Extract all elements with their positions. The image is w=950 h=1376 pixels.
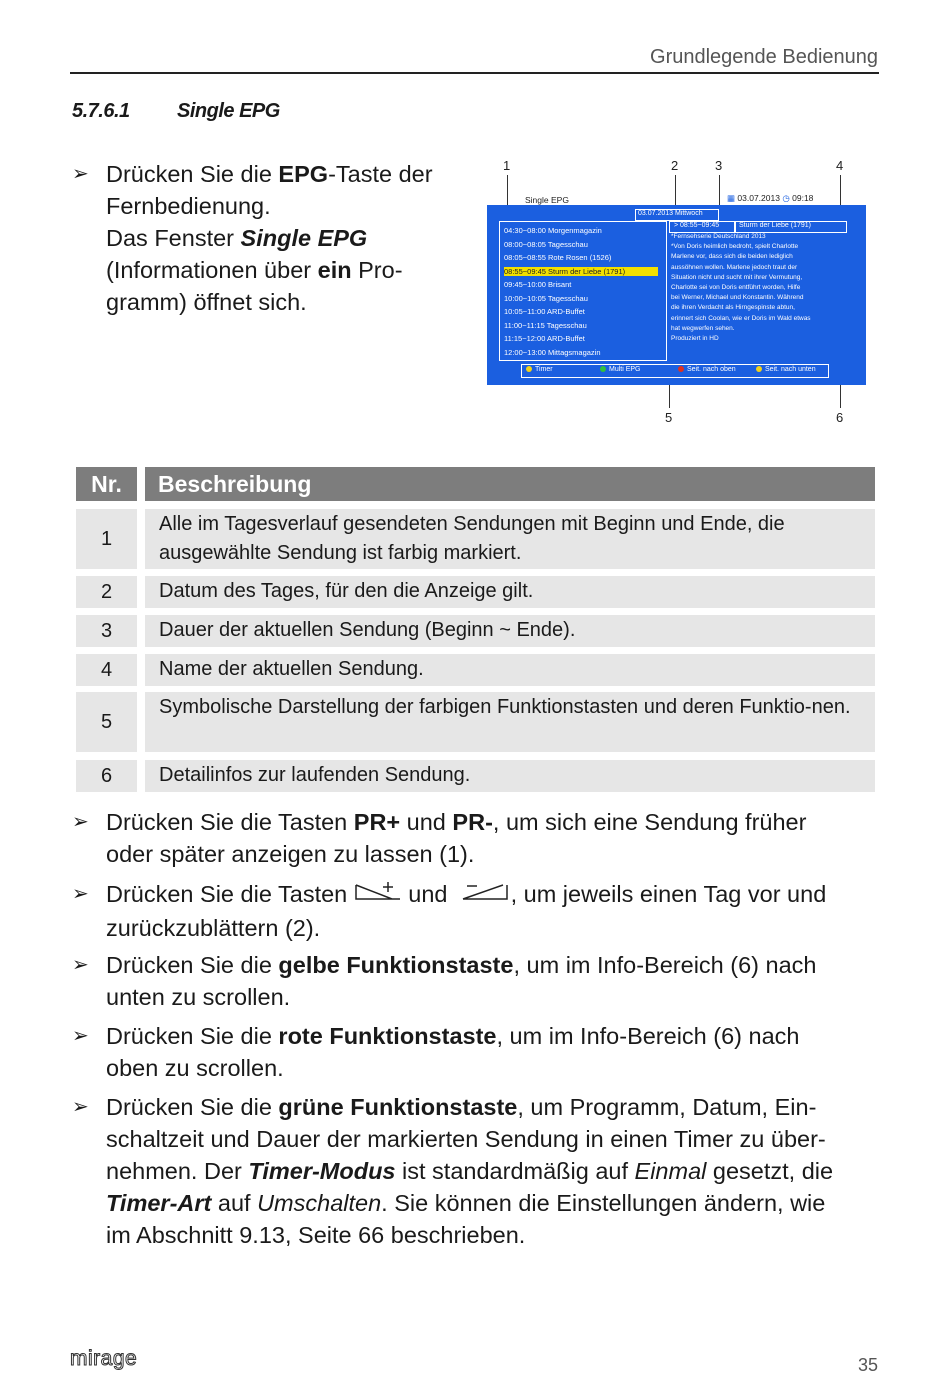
- epg-button-label: Multi EPG: [609, 366, 641, 373]
- arrow-bullet-icon: ➢: [72, 163, 89, 185]
- intro-text: Das Fenster: [106, 225, 241, 251]
- arrow-bullet-icon: ➢: [72, 1025, 89, 1047]
- epg-info-line: Marlene vor, dass sich die beiden lediglich: [671, 253, 793, 261]
- table-header-nr: Nr.: [76, 467, 137, 501]
- epg-current-name: Sturm der Liebe (1791): [739, 222, 811, 229]
- epg-color-button[interactable]: [678, 366, 736, 373]
- epg-program-item[interactable]: 11:15~12:00 ARD-Buffet: [504, 334, 585, 343]
- brand-logo: [70, 1348, 156, 1375]
- section-number: 5.7.6.1: [72, 100, 130, 122]
- running-header: Grundlegende Bedienung: [650, 46, 878, 68]
- table-cell-description: Name der aktuellen Sendung.: [145, 654, 875, 686]
- intro-bold: EPG: [278, 161, 329, 187]
- table-cell-description: Dauer der aktuellen Sendung (Beginn ~ Ende).: [145, 615, 875, 647]
- table-cell-description: Alle im Tagesverlauf gesendeten Sendungen mit Beginn und Ende, die ausgewählte Sendung ist farbig markiert.: [145, 509, 875, 569]
- table-header-description: Beschreibung: [145, 467, 875, 501]
- epg-program-item[interactable]: 08:00~08:05 Tagesschau: [504, 239, 588, 249]
- section-title: Single EPG: [177, 100, 280, 122]
- color-dot-icon: [526, 366, 532, 372]
- epg-info-line: bei Werner, Michael und Konstantin. Während: [671, 294, 804, 302]
- callout-2: 2: [671, 158, 679, 173]
- intro-text: -Taste der: [328, 161, 433, 187]
- table-cell-description: Symbolische Darstellung der farbigen Funktionstasten und deren Funktio-nen.: [145, 692, 875, 752]
- epg-current-time: > 08:55~09:45: [674, 222, 720, 229]
- table-cell-nr: 2: [76, 576, 137, 608]
- step-5: Drücken Sie die grüne Funktionstaste, um Programm, Datum, Ein- schaltzeit und Dauer der markierten Sendung in einen Timer zu über- nehmen. Der Timer-Modus ist standardmäßig auf Einmal gesetzt, die Timer-Art auf Umschalten. Sie können die Einstellungen ändern, wie im Abschnitt 9.13, Seite 66 beschrieben.: [106, 1094, 834, 1248]
- intro-bold: ein: [317, 257, 352, 283]
- epg-info-line: Charlotte sei von Doris entführt worden, Hilfe: [671, 284, 801, 291]
- epg-info-line: *Fernsehserie Deutschland 2013: [671, 233, 766, 240]
- epg-title: Single EPG: [525, 195, 569, 205]
- epg-button-label: Seit. nach unten: [765, 366, 816, 373]
- epg-program-item[interactable]: 11:00~11:15 Tagesschau: [504, 320, 587, 330]
- epg-program-list: [499, 221, 667, 361]
- svg-text:mirage: mirage: [70, 1348, 138, 1370]
- table-cell-nr: 5: [76, 692, 137, 752]
- epg-day-label: 03.07.2013 Mittwoch: [635, 209, 719, 221]
- table-cell-description: Datum des Tages, für den die Anzeige gilt.: [145, 576, 875, 608]
- page-number: 35: [857, 1355, 878, 1375]
- color-dot-icon: [678, 366, 684, 372]
- epg-button-bar: [521, 364, 829, 378]
- epg-screenshot: [487, 193, 866, 385]
- step-3: Drücken Sie die gelbe Funktionstaste, um im Info-Bereich (6) nach unten zu scrollen.: [106, 952, 817, 1010]
- table-cell-description: Detailinfos zur laufenden Sendung.: [145, 760, 875, 792]
- intro-text: Drücken Sie die: [106, 161, 279, 187]
- table-cell-nr: 1: [76, 509, 137, 569]
- epg-info-panel: [669, 233, 845, 359]
- arrow-bullet-icon: ➢: [72, 954, 89, 976]
- epg-current-time-box: [669, 221, 735, 233]
- step-4: Drücken Sie die rote Funktionstaste, um im Info-Bereich (6) nach oben zu scrollen.: [106, 1023, 800, 1081]
- epg-info-line: Produziert in HD: [671, 335, 719, 342]
- epg-current-name-box: [735, 221, 847, 233]
- epg-button-label: Seit. nach oben: [687, 366, 736, 373]
- epg-info-line: *Von Doris heimlich bedroht, spielt Charlotte: [671, 243, 799, 251]
- intro-text: (Informationen über: [106, 257, 318, 283]
- epg-color-button[interactable]: [756, 366, 816, 373]
- epg-info-line: aussöhnen wollen. Marlene jedoch traut der: [671, 263, 798, 271]
- step-1: Drücken Sie die Tasten PR+ und PR-, um sich eine Sendung früher oder später anzeigen zu lassen (1).: [106, 809, 807, 867]
- epg-program-item[interactable]: 10:00~10:05 Tagesschau: [504, 293, 588, 303]
- color-dot-icon: [600, 366, 606, 372]
- table-cell-nr: 6: [76, 760, 137, 792]
- callout-3: 3: [715, 158, 723, 173]
- header-rule: [70, 72, 879, 74]
- clock-icon: ◷: [782, 193, 790, 203]
- arrow-bullet-icon: ➢: [72, 883, 89, 905]
- epg-program-item[interactable]: 12:00~13:00 Mittagsmagazin: [504, 347, 601, 357]
- epg-program-item[interactable]: 08:55~09:45 Sturm der Liebe (1791): [504, 267, 658, 276]
- step-2: Drücken Sie die Tasten und , um jeweils einen Tag vor und zurückzublättern (2).: [106, 881, 827, 941]
- epg-program-item[interactable]: 08:05~08:55 Rote Rosen (1526): [504, 253, 612, 262]
- epg-program-item[interactable]: 10:05~11:00 ARD-Buffet: [504, 307, 585, 316]
- epg-info-line: Situation nicht und sucht mit ihrer Vermutung,: [671, 273, 803, 281]
- epg-program-item[interactable]: 09:45~10:00 Brisant: [504, 280, 572, 289]
- intro-text: Fernbedienung.: [106, 193, 271, 219]
- calendar-icon: ▦: [727, 193, 736, 203]
- intro-italic: Single EPG: [240, 225, 368, 251]
- epg-info-line: die ihren Verdacht als Hirngespinste abtun,: [671, 304, 795, 312]
- intro-text: gramm) öffnet sich.: [106, 289, 307, 315]
- callout-5: 5: [665, 410, 673, 425]
- color-dot-icon: [756, 366, 762, 372]
- epg-program-item[interactable]: 04:30~08:00 Morgenmagazin: [504, 226, 602, 235]
- epg-info-line: hat wegwerfen sehen.: [671, 324, 735, 332]
- epg-color-button[interactable]: [600, 366, 641, 373]
- arrow-bullet-icon: ➢: [72, 811, 89, 833]
- arrow-bullet-icon: ➢: [72, 1096, 89, 1118]
- epg-color-button[interactable]: [526, 366, 553, 373]
- day-forward-key-icon: [354, 880, 402, 912]
- callout-4: 4: [836, 158, 844, 173]
- epg-button-label: Timer: [535, 366, 553, 373]
- day-back-key-icon: [461, 880, 511, 912]
- epg-datetime: ▦ 03.07.2013 ◷ 09:18: [727, 193, 814, 203]
- table-cell-nr: 3: [76, 615, 137, 647]
- callout-1: 1: [503, 158, 511, 173]
- epg-info-line: erinnert sich Coolan, wie er Doris im Wald etwas: [671, 314, 811, 322]
- intro-text: Pro-: [351, 257, 403, 283]
- callout-6: 6: [836, 410, 844, 425]
- table-cell-nr: 4: [76, 654, 137, 686]
